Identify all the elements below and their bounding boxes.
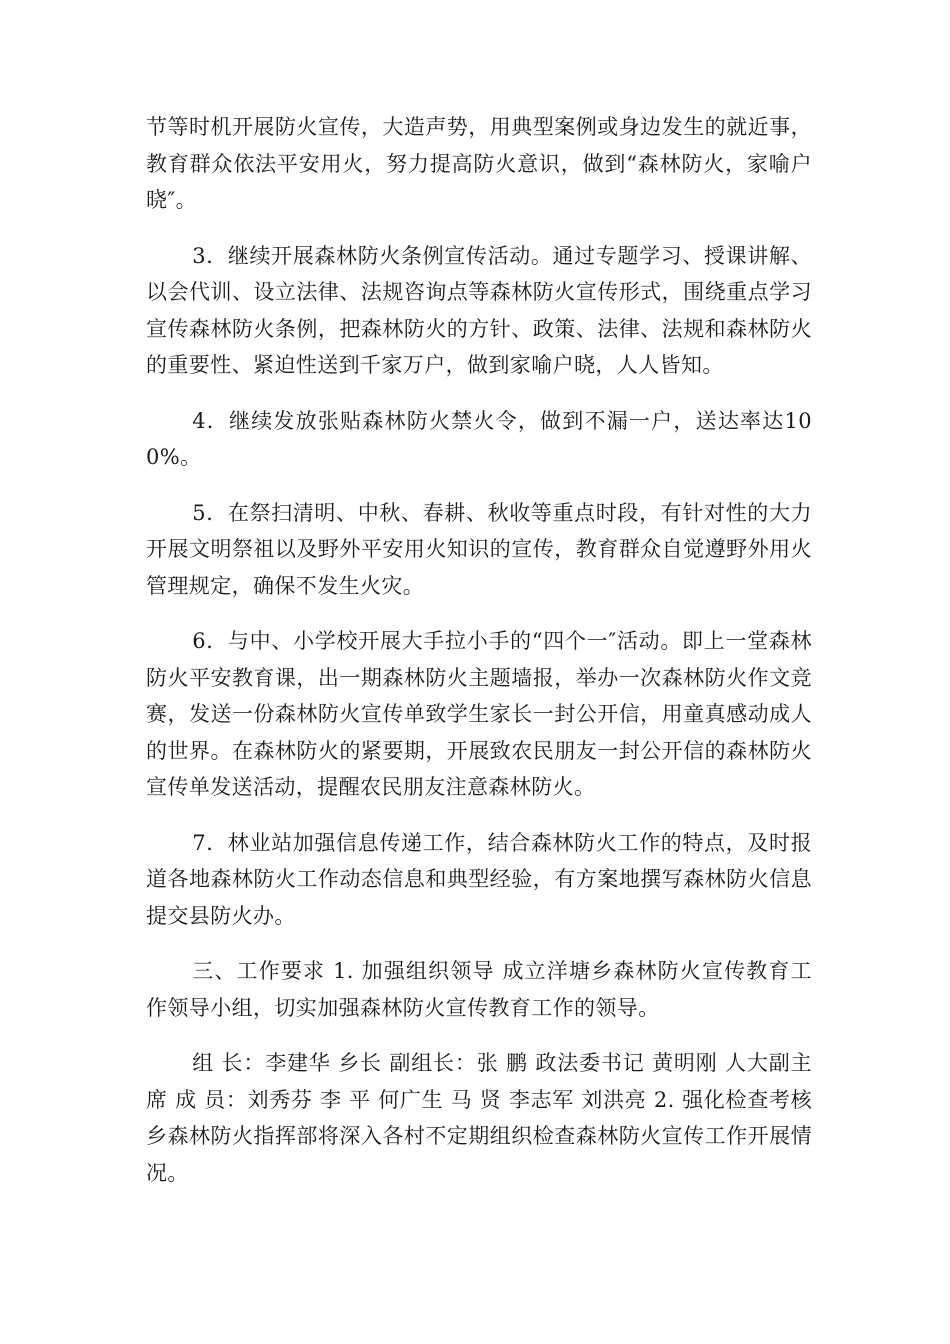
paragraph-item-5: 5．在祭扫清明、中秋、春耕、秋收等重点时段，有针对性的大力开展文明祭祖以及野外平安用火知识的宣传，教育群众自觉遵野外用火管理规定，确保不发生火灾。 bbox=[146, 500, 812, 598]
paragraph-item-4: 4．继续发放张贴森林防火禁火令，做到不漏一户，送达率达100%。 bbox=[146, 408, 812, 469]
paragraph-work-requirements: 三、工作要求 1. 加强组织领导 成立洋塘乡森林防火宣传教育工作领导小组，切实加强森林防火宣传教育工作的领导。 bbox=[146, 959, 812, 1020]
document-body bbox=[146, 109, 812, 1210]
paragraph-leadership-group: 组 长：李建华 乡长 副组长：张 鹏 政法委书记 黄明刚 人大副主席 成 员：刘秀芬 李 平 何广生 马 贤 李志军 刘洪亮 2. 强化检查考核 乡森林防火指挥部将深入各村不定期组织检查森林防火宣传工作开展情况。 bbox=[146, 1051, 812, 1185]
paragraph-item-6: 6．与中、小学校开展大手拉小手的“四个一″活动。即上一堂森林防火平安教育课，出一期森林防火主题墙报，举办一次森林防火作文竞赛，发送一份森林防火宣传单致学生家长一封公开信，用童真感动成人的世界。在森林防火的紧要期，开展致农民朋友一封公开信的森林防火宣传单发送活动，提醒农民朋友注意森林防火。 bbox=[146, 629, 812, 799]
paragraph-continuation: 节等时机开展防火宣传，大造声势，用典型案例或身边发生的就近事，教育群众依法平安用火，努力提高防火意识，做到“森林防火，家喻户晓″。 bbox=[146, 115, 812, 212]
paragraph-item-3: 3．继续开展森林防火条例宣传活动。通过专题学习、授课讲解、以会代训、设立法律、法规咨询点等森林防火宣传形式，围绕重点学习宣传森林防火条例，把森林防火的方针、政策、法律、法规和森林防火的重要性、紧迫性送到千家万户，做到家喻户晓，人人皆知。 bbox=[146, 243, 812, 377]
paragraph-item-7: 7．林业站加强信息传递工作，结合森林防火工作的特点，及时报道各地森林防火工作动态信息和典型经验，有方案地撰写森林防火信息提交县防火办。 bbox=[146, 830, 812, 928]
